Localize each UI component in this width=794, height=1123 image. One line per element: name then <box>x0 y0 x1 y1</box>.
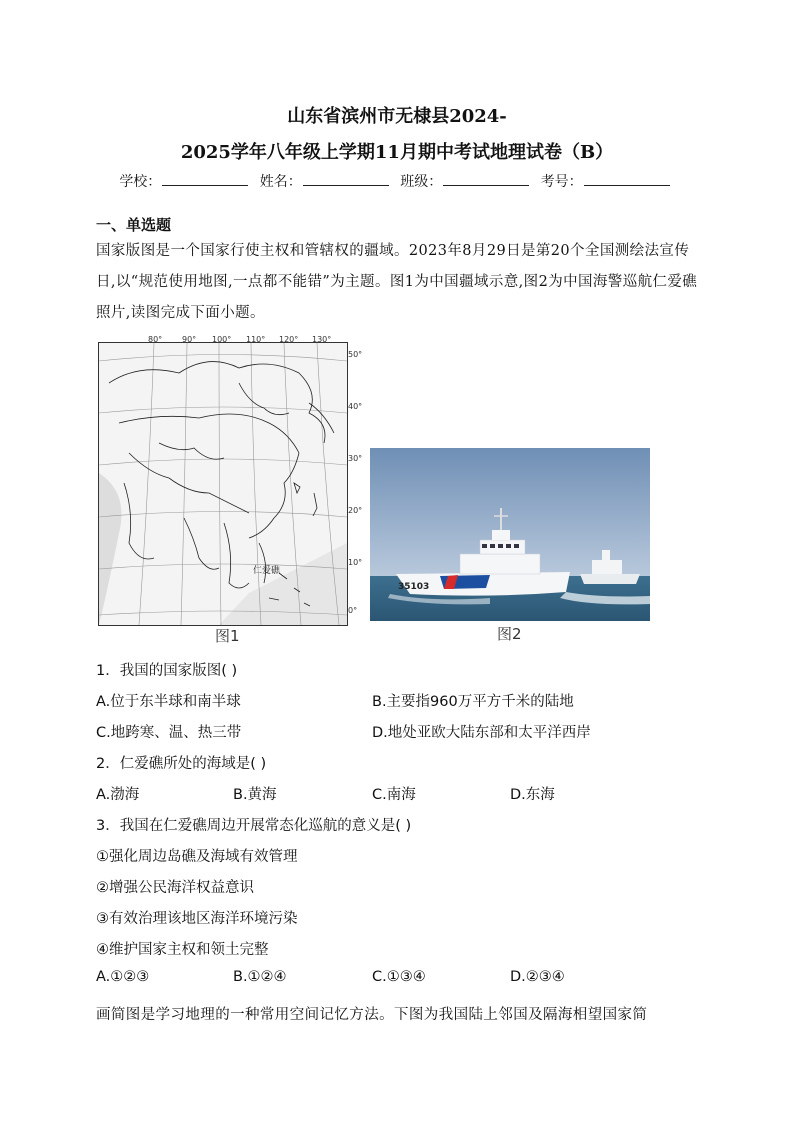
question-2-stem: 2．仁爱礁所处的海域是( ) <box>96 756 267 772</box>
map-place-label: 仁爱礁 <box>253 566 281 576</box>
q3-option-c[interactable]: C.①③④ <box>372 969 426 985</box>
q2-option-a[interactable]: A.渤海 <box>96 787 140 803</box>
question-3-stem: 3．我国在仁爱礁周边开展常态化巡航的意义是( ) <box>96 818 412 834</box>
q2-option-c[interactable]: C.南海 <box>372 787 416 803</box>
q3-statement-4: ④维护国家主权和领土完整 <box>96 942 269 958</box>
question-1-stem: 1．我国的国家版图( ) <box>96 663 238 679</box>
q3-statement-3: ③有效治理该地区海洋环境污染 <box>96 911 298 927</box>
school-blank[interactable] <box>162 173 248 186</box>
q3-option-d[interactable]: D.②③④ <box>510 969 565 985</box>
class-label: 班级： <box>400 174 443 190</box>
question-intro: 国家版图是一个国家行使主权和管辖权的疆域。2023年8月29日是第20个全国测绘法宣传日,以“规范使用地图,一点都不能错”为主题。图1为中国疆域示意,图2为中国海警巡航仁爱礁照片,读图完成下面小题。 <box>96 243 698 321</box>
lon-label: 120° <box>279 335 299 344</box>
lat-label: 40° <box>348 402 363 411</box>
q1-option-c[interactable]: C.地跨寒、温、热三带 <box>96 725 242 741</box>
class-blank[interactable] <box>443 173 529 186</box>
q2-option-d[interactable]: D.东海 <box>510 787 555 803</box>
q1-option-a[interactable]: A.位于东半球和南半球 <box>96 694 241 710</box>
ship-number: 35103 <box>398 582 430 592</box>
lon-label: 80° <box>148 335 163 344</box>
figure1-caption: 图1 <box>215 627 240 645</box>
lon-label: 100° <box>212 335 232 344</box>
q2-option-b[interactable]: B.黄海 <box>233 787 277 803</box>
q3-option-a[interactable]: A.①②③ <box>96 969 150 985</box>
china-territory-map <box>98 342 348 626</box>
ship-photo-graphic <box>370 448 650 621</box>
lat-label: 50° <box>348 350 363 359</box>
q3-option-b[interactable]: B.①②④ <box>233 969 287 985</box>
school-label: 学校： <box>119 174 162 190</box>
lat-label: 0° <box>348 606 358 615</box>
q3-statement-2: ②增强公民海洋权益意识 <box>96 880 254 896</box>
exam-title-line1: 山东省滨州市无棣县2024- <box>287 106 507 127</box>
coast-guard-ship-photo <box>370 448 650 621</box>
lon-label: 130° <box>312 335 332 344</box>
exam-number-blank[interactable] <box>584 173 670 186</box>
q1-option-d[interactable]: D.地处亚欧大陆东部和太平洋西岸 <box>372 725 591 741</box>
lon-label: 110° <box>246 335 266 344</box>
lon-label: 90° <box>182 335 197 344</box>
q3-statement-1: ①强化周边岛礁及海域有效管理 <box>96 849 298 865</box>
section-title: 一、单选题 <box>96 216 172 234</box>
next-question-intro: 画简图是学习地理的一种常用空间记忆方法。下图为我国陆上邻国及隔海相望国家简 <box>96 1007 648 1023</box>
lat-label: 20° <box>348 506 363 515</box>
exam-title-line2: 2025学年八年级上学期11月期中考试地理试卷（B） <box>180 142 614 163</box>
student-info-fields <box>0 171 794 191</box>
lat-label: 10° <box>348 558 363 567</box>
lat-label: 30° <box>348 454 363 463</box>
exam-number-label: 考号： <box>540 174 583 190</box>
q1-option-b[interactable]: B.主要指960万平方千米的陆地 <box>372 694 574 710</box>
name-blank[interactable] <box>303 173 389 186</box>
map-graphic <box>99 343 347 625</box>
figure2-caption: 图2 <box>497 625 522 643</box>
name-label: 姓名： <box>259 174 302 190</box>
